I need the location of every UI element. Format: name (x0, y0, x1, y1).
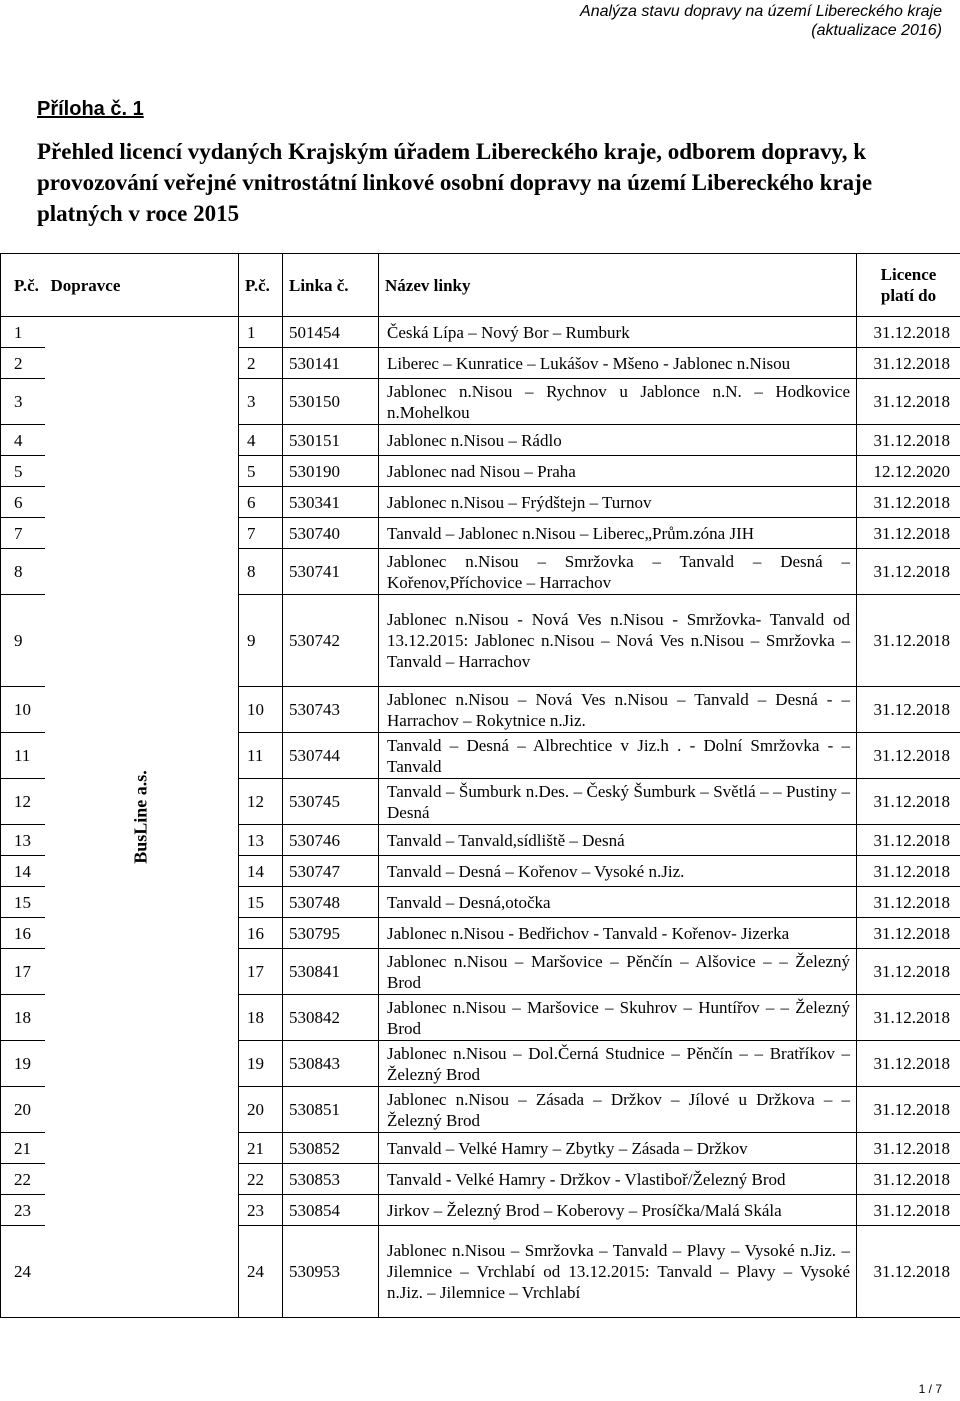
header-subtitle: (aktualizace 2016) (811, 22, 942, 39)
cell-valid: 31.12.2018 (857, 348, 960, 379)
col-header-carrier: Dopravce (45, 254, 239, 317)
cell-line-pc: 17 (239, 949, 283, 995)
cell-pc: 21 (1, 1133, 45, 1164)
cell-line-no: 530747 (283, 856, 379, 887)
cell-line-pc: 12 (239, 779, 283, 825)
cell-pc: 1 (1, 317, 45, 348)
cell-route: Tanvald – Šumburk n.Des. – Český Šumburk – Světlá – – Pustiny – Desná (379, 779, 857, 825)
cell-line-pc: 3 (239, 379, 283, 425)
cell-route: Tanvald – Desná,otočka (379, 887, 857, 918)
cell-valid: 31.12.2018 (857, 1164, 960, 1195)
cell-pc: 19 (1, 1041, 45, 1087)
cell-line-pc: 21 (239, 1133, 283, 1164)
licence-table (0, 253, 960, 1318)
cell-pc: 5 (1, 456, 45, 487)
cell-pc: 3 (1, 379, 45, 425)
cell-pc: 14 (1, 856, 45, 887)
cell-line-no: 530953 (283, 1226, 379, 1318)
cell-line-no: 530743 (283, 687, 379, 733)
cell-valid: 31.12.2018 (857, 949, 960, 995)
cell-pc: 8 (1, 549, 45, 595)
cell-line-pc: 9 (239, 595, 283, 687)
col-header-line-no: Linka č. (283, 254, 379, 317)
cell-route: Jablonec nad Nisou – Praha (379, 456, 857, 487)
cell-line-no: 530742 (283, 595, 379, 687)
table-body (1, 317, 960, 1318)
cell-line-pc: 20 (239, 1087, 283, 1133)
cell-valid: 31.12.2018 (857, 687, 960, 733)
cell-route: Česká Lípa – Nový Bor – Rumburk (379, 317, 857, 348)
cell-pc: 20 (1, 1087, 45, 1133)
cell-route: Jablonec n.Nisou – Rádlo (379, 425, 857, 456)
cell-line-no: 530854 (283, 1195, 379, 1226)
cell-route: Liberec – Kunratice – Lukášov - Mšeno - Jablonec n.Nisou (379, 348, 857, 379)
cell-line-no: 530150 (283, 379, 379, 425)
cell-valid: 31.12.2018 (857, 425, 960, 456)
cell-route: Tanvald - Velké Hamry - Držkov - Vlastiboř/Železný Brod (379, 1164, 857, 1195)
cell-pc: 4 (1, 425, 45, 456)
cell-line-pc: 23 (239, 1195, 283, 1226)
cell-line-no: 530745 (283, 779, 379, 825)
cell-route: Jablonec n.Nisou – Rychnov u Jablonce n.N. – Hodkovice n.Mohelkou (379, 379, 857, 425)
cell-pc: 22 (1, 1164, 45, 1195)
cell-carrier (45, 317, 239, 1318)
cell-line-no: 530842 (283, 995, 379, 1041)
cell-valid: 31.12.2018 (857, 1133, 960, 1164)
cell-valid: 31.12.2018 (857, 518, 960, 549)
cell-pc: 2 (1, 348, 45, 379)
table-row (1, 317, 960, 348)
cell-pc: 6 (1, 487, 45, 518)
cell-line-no: 530151 (283, 425, 379, 456)
col-header-route: Název linky (379, 254, 857, 317)
cell-valid: 31.12.2018 (857, 995, 960, 1041)
cell-valid: 31.12.2018 (857, 317, 960, 348)
col-header-pc: P.č. (1, 254, 45, 317)
table-header-row (1, 254, 960, 317)
cell-valid: 31.12.2018 (857, 1087, 960, 1133)
cell-valid: 31.12.2018 (857, 779, 960, 825)
cell-line-no: 530851 (283, 1087, 379, 1133)
cell-valid: 31.12.2018 (857, 887, 960, 918)
cell-valid: 31.12.2018 (857, 595, 960, 687)
cell-line-no: 530852 (283, 1133, 379, 1164)
cell-pc: 23 (1, 1195, 45, 1226)
cell-route: Tanvald – Jablonec n.Nisou – Liberec„Prům.zóna JIH (379, 518, 857, 549)
cell-pc: 7 (1, 518, 45, 549)
cell-line-no: 530744 (283, 733, 379, 779)
cell-route: Tanvald – Desná – Kořenov – Vysoké n.Jiz. (379, 856, 857, 887)
cell-line-pc: 1 (239, 317, 283, 348)
cell-valid: 12.12.2020 (857, 456, 960, 487)
cell-valid: 31.12.2018 (857, 1195, 960, 1226)
col-header-line-pc: P.č. (239, 254, 283, 317)
cell-route: Tanvald – Desná – Albrechtice v Jiz.h . - Dolní Smržovka - – Tanvald (379, 733, 857, 779)
carrier-name: BusLine a.s. (130, 770, 151, 864)
cell-line-pc: 19 (239, 1041, 283, 1087)
cell-pc: 13 (1, 825, 45, 856)
cell-pc: 10 (1, 687, 45, 733)
cell-route: Jablonec n.Nisou - Bedřichov - Tanvald - Kořenov- Jizerka (379, 918, 857, 949)
cell-line-pc: 18 (239, 995, 283, 1041)
cell-valid: 31.12.2018 (857, 733, 960, 779)
cell-line-pc: 13 (239, 825, 283, 856)
cell-valid: 31.12.2018 (857, 825, 960, 856)
cell-valid: 31.12.2018 (857, 1041, 960, 1087)
document-title: Přehled licencí vydaných Krajským úřadem Libereckého kraje, odborem dopravy, k provozování veřejné vnitrostátní linkové osobní dopravy na území Libereckého kraje platných v roce 2015 (37, 139, 873, 226)
cell-valid: 31.12.2018 (857, 918, 960, 949)
cell-route: Tanvald – Tanvald,sídliště – Desná (379, 825, 857, 856)
cell-pc: 18 (1, 995, 45, 1041)
cell-route: Jablonec n.Nisou – Nová Ves n.Nisou – Tanvald – Desná - – Harrachov – Rokytnice n.Jiz. (379, 687, 857, 733)
cell-pc: 12 (1, 779, 45, 825)
cell-route: Jablonec n.Nisou – Maršovice – Skuhrov – Huntířov – – Železný Brod (379, 995, 857, 1041)
cell-line-no: 530740 (283, 518, 379, 549)
cell-line-pc: 5 (239, 456, 283, 487)
cell-line-pc: 11 (239, 733, 283, 779)
cell-route: Jablonec n.Nisou – Zásada – Držkov – Jílové u Držkova – – Železný Brod (379, 1087, 857, 1133)
cell-line-no: 501454 (283, 317, 379, 348)
cell-line-no: 530141 (283, 348, 379, 379)
cell-line-no: 530843 (283, 1041, 379, 1087)
cell-pc: 24 (1, 1226, 45, 1318)
page-number: 1 / 7 (918, 1382, 942, 1396)
cell-line-no: 530853 (283, 1164, 379, 1195)
cell-route: Jirkov – Železný Brod – Koberovy – Prosíčka/Malá Skála (379, 1195, 857, 1226)
cell-line-pc: 7 (239, 518, 283, 549)
cell-route: Jablonec n.Nisou – Maršovice – Pěnčín – Alšovice – – Železný Brod (379, 949, 857, 995)
cell-pc: 15 (1, 887, 45, 918)
cell-line-no: 530741 (283, 549, 379, 595)
cell-line-pc: 16 (239, 918, 283, 949)
cell-line-pc: 14 (239, 856, 283, 887)
cell-valid: 31.12.2018 (857, 379, 960, 425)
cell-line-pc: 24 (239, 1226, 283, 1318)
cell-line-pc: 2 (239, 348, 283, 379)
header-title: Analýza stavu dopravy na území Libereckého kraje (580, 3, 942, 20)
cell-line-no: 530746 (283, 825, 379, 856)
cell-line-pc: 15 (239, 887, 283, 918)
col-header-valid: Licence platí do (857, 254, 960, 317)
cell-line-no: 530748 (283, 887, 379, 918)
cell-pc: 9 (1, 595, 45, 687)
cell-pc: 17 (1, 949, 45, 995)
cell-line-pc: 6 (239, 487, 283, 518)
cell-line-no: 530795 (283, 918, 379, 949)
cell-line-pc: 8 (239, 549, 283, 595)
cell-line-no: 530190 (283, 456, 379, 487)
cell-route: Jablonec n.Nisou - Nová Ves n.Nisou - Smržovka- Tanvald od 13.12.2015: Jablonec n.Nisou – Nová Ves n.Nisou – Smržovka – Tanvald – Harrachov (379, 595, 857, 687)
cell-route: Jablonec n.Nisou – Frýdštejn – Turnov (379, 487, 857, 518)
cell-line-pc: 10 (239, 687, 283, 733)
annex-label: Příloha č. 1 (37, 98, 144, 120)
cell-route: Jablonec n.Nisou – Smržovka – Tanvald – Desná – Kořenov,Příchovice – Harrachov (379, 549, 857, 595)
cell-route: Tanvald – Velké Hamry – Zbytky – Zásada – Držkov (379, 1133, 857, 1164)
cell-valid: 31.12.2018 (857, 487, 960, 518)
cell-pc: 16 (1, 918, 45, 949)
cell-route: Jablonec n.Nisou – Smržovka – Tanvald – Plavy – Vysoké n.Jiz. – Jilemnice – Vrchlabí od 13.12.2015: Tanvald – Plavy – Vysoké n.Jiz. – Jilemnice – Vrchlabí (379, 1226, 857, 1318)
cell-line-pc: 4 (239, 425, 283, 456)
document-header (580, 2, 942, 40)
cell-line-no: 530341 (283, 487, 379, 518)
cell-pc: 11 (1, 733, 45, 779)
cell-valid: 31.12.2018 (857, 549, 960, 595)
cell-route: Jablonec n.Nisou – Dol.Černá Studnice – Pěnčín – – Bratříkov – Železný Brod (379, 1041, 857, 1087)
cell-line-pc: 22 (239, 1164, 283, 1195)
cell-line-no: 530841 (283, 949, 379, 995)
cell-valid: 31.12.2018 (857, 1226, 960, 1318)
cell-valid: 31.12.2018 (857, 856, 960, 887)
